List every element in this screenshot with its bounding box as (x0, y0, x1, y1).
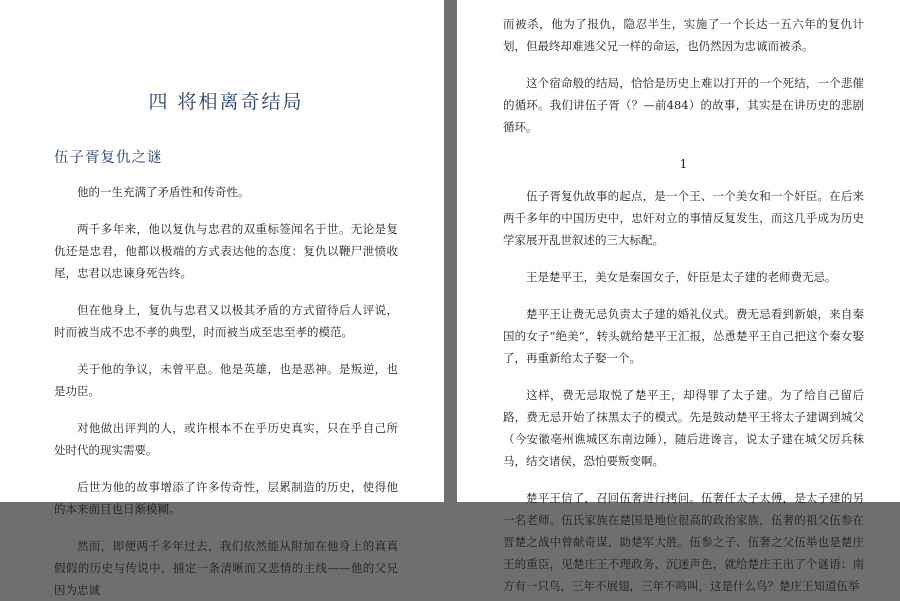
paragraph: 对他做出评判的人，或许根本不在乎历史真实，只在乎自己所处时代的现实需要。 (54, 421, 398, 457)
paragraph: 然而，即便两千多年过去，我们依然能从附加在他身上的真真假假的历史与传说中，捕定一条清晰而又悲情的主线——他的父兄因为忠诚 (54, 539, 398, 597)
paragraph: 但在他身上，复仇与忠君又以极其矛盾的方式留待后人评说，时而被当成不忠不孝的典型，时而被当成至忠至孝的模范。 (54, 303, 398, 339)
right-page (457, 0, 900, 593)
chapter-title: 四 将相离奇结局 (148, 91, 304, 113)
paragraph: 这个宿命般的结局，恰恰是历史上难以打开的一个死结，一个悲催的循环。我们讲伍子胥（？—前484）的故事，其实是在讲历史的悲剧循环。 (503, 76, 864, 134)
paragraph: 这样，费无忌取悦了楚平王，却得罪了太子建。为了给自己留后路，费无忌开始了抹黑太子的模式。先是鼓动楚平王将太子建调到城父（今安徽亳州谯城区东南边陲），随后进谗言，说太子建在城父厉兵秣马，结交诸侯，恐怕要叛变啊。 (503, 388, 864, 468)
section-number: 1 (679, 157, 688, 171)
paragraph: 而被杀，他为了报仇，隐忍半生，实施了一个长达一五六年的复仇计划，但最终却难逃父兄一样的命运，也仍然因为忠诚而被杀。 (503, 17, 864, 53)
paragraph: 楚平王信了，召回伍奢进行拷问。伍奢任太子太傅，是太子建的另一名老师。伍氏家族在楚国是地位很高的政治家族，伍奢的祖父伍参在晋楚之战中曾献奇谋，助楚军大胜。伍参之子、伍奢之父伍举也是楚庄王的重臣，见楚庄王不理政务、沉迷声色，就给楚庄王出了个谜语：南方有一只鸟，三年不展翅，三年不鸣叫，这是什么鸟？楚庄王知道伍举 (503, 491, 864, 593)
paragraph: 后世为他的故事增添了许多传奇性，层累制造的历史，使得他的本来面目也日渐模糊。 (54, 480, 398, 516)
paragraph: 两千多年来，他以复仇与忠君的双重标签闻名于世。无论是复仇还是忠君，他都以极端的方式表达他的态度：复仇以鞭尸泄愤收尾，忠君以忠谏身死告终。 (54, 222, 398, 280)
paragraph: 王是楚平王，美女是秦国女子，奸臣是太子建的老师费无忌。 (526, 270, 837, 284)
paragraph: 他的一生充满了矛盾性和传奇性。 (77, 185, 250, 199)
paragraph: 关于他的争议，未曾平息。他是英雄，也是恶神。是叛逆，也是功臣。 (54, 362, 398, 398)
paragraph: 楚平王让费无忌负责太子建的婚礼仪式。费无忌看到新娘，来自秦国的女子“绝美”，转头就给楚平王汇报，怂恿楚平王自己把这个秦女娶了，再重新给太子娶一个。 (503, 307, 864, 365)
left-page (0, 0, 444, 597)
paragraph: 伍子胥复仇故事的起点，是一个王、一个美女和一个奸臣。在后来两千多年的中国历史中，忠奸对立的事情反复发生，而这几乎成为历史学家展开乱世叙述的三大标配。 (503, 189, 864, 247)
section-title: 伍子胥复仇之谜 (54, 150, 163, 166)
